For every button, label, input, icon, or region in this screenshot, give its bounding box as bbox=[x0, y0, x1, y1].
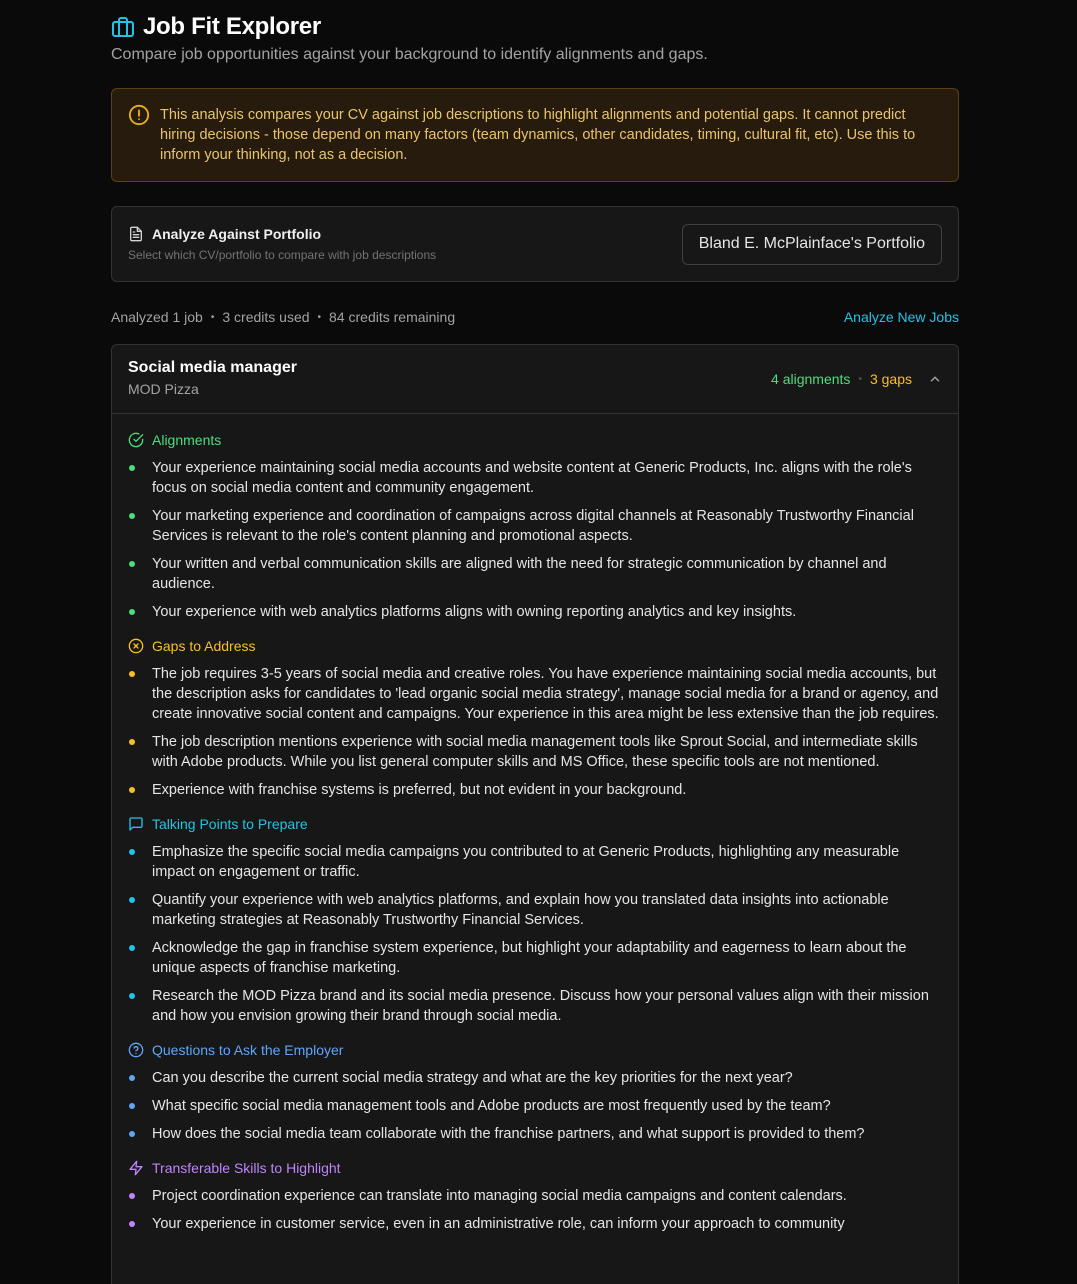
page-subtitle: Compare job opportunities against your background to identify alignments and gaps. bbox=[111, 46, 708, 63]
transferable-heading bbox=[128, 1158, 942, 1178]
transferable-list bbox=[128, 1186, 942, 1234]
list-item bbox=[128, 554, 942, 594]
bullet-dot bbox=[129, 1221, 135, 1227]
gaps-list bbox=[128, 664, 942, 800]
questions-heading bbox=[128, 1040, 942, 1060]
bullet-dot bbox=[129, 609, 135, 615]
portfolio-select[interactable] bbox=[682, 224, 942, 265]
separator-dot: • bbox=[858, 373, 862, 385]
bullet-dot bbox=[129, 561, 135, 567]
list-item-text: The job requires 3-5 years of social media and creative roles. You have experience maintaining social media accounts, but the description asks for candidates to 'lead organic social media strategy', manage social media for a brand or agency, and create innovative social content and campaigns. Your experience in this area might be less extensive than the job requires. bbox=[152, 666, 939, 722]
analyzed-count: Analyzed 1 job bbox=[111, 309, 203, 325]
portfolio-info bbox=[128, 226, 436, 262]
portfolio-selector-card bbox=[111, 206, 959, 282]
list-item-text: How does the social media team collaborate with the franchise partners, and what support is provided to them? bbox=[152, 1126, 865, 1142]
credits-remaining: 84 credits remaining bbox=[329, 309, 456, 325]
transferable-skills-section bbox=[128, 1158, 942, 1234]
job-result-card bbox=[111, 344, 959, 1284]
gaps-heading bbox=[128, 636, 942, 656]
portfolio-description: Select which CV/portfolio to compare with job descriptions bbox=[128, 248, 437, 262]
job-info bbox=[128, 359, 297, 397]
list-item bbox=[128, 506, 942, 546]
job-analysis-body bbox=[112, 414, 958, 1234]
list-item-text: Experience with franchise systems is preferred, but not evident in your background. bbox=[152, 782, 687, 798]
gaps-count: 3 gaps bbox=[869, 371, 912, 387]
list-item-text: Project coordination experience can translate into managing social media campaigns and content calendars. bbox=[152, 1188, 847, 1204]
list-item-text: Your experience in customer service, even in an administrative role, can inform your approach to community bbox=[152, 1216, 845, 1232]
bullet-dot bbox=[129, 993, 135, 999]
list-item-text: Your experience maintaining social media accounts and website content at Generic Products, Inc. aligns with the role's focus on social media content and community engagement. bbox=[152, 460, 912, 496]
briefcase-icon bbox=[111, 15, 135, 39]
list-item bbox=[128, 458, 942, 498]
help-circle-icon bbox=[128, 1042, 144, 1058]
list-item-text: Your written and verbal communication skills are aligned with the need for strategic communication by channel and audience. bbox=[152, 556, 887, 592]
check-circle-icon bbox=[128, 432, 144, 448]
job-fit-summary bbox=[771, 371, 942, 387]
bullet-dot bbox=[129, 945, 135, 951]
gaps-title: Gaps to Address bbox=[152, 638, 256, 654]
message-square-icon bbox=[128, 816, 144, 832]
list-item bbox=[128, 664, 942, 724]
bullet-dot bbox=[129, 1075, 135, 1081]
portfolio-select-value: Bland E. McPlainface's Portfolio bbox=[698, 235, 925, 252]
list-item-text: The job description mentions experience with social media management tools like Sprout Social, and intermediate skills with Adobe products. While you list general computer skills and MS Office, these specific tools are not mentioned. bbox=[152, 734, 918, 770]
job-card-header[interactable] bbox=[112, 345, 958, 414]
bullet-dot bbox=[129, 1131, 135, 1137]
gaps-section bbox=[128, 636, 942, 800]
transferable-title: Transferable Skills to Highlight bbox=[152, 1160, 341, 1176]
portfolio-heading bbox=[128, 226, 436, 242]
list-item-text: Your experience with web analytics platforms aligns with owning reporting analytics and key insights. bbox=[152, 604, 797, 620]
list-item-text: Can you describe the current social media strategy and what are the key priorities for the next year? bbox=[152, 1070, 793, 1086]
job-company: MOD Pizza bbox=[128, 381, 199, 397]
list-item-text: Emphasize the specific social media campaigns you contributed to at Generic Products, highlighting any measurable impact on engagement or traffic. bbox=[152, 844, 900, 880]
bullet-dot bbox=[129, 897, 135, 903]
page-header bbox=[111, 0, 959, 52]
separator-dot: • bbox=[210, 311, 215, 323]
list-item bbox=[128, 1068, 942, 1088]
bullet-dot bbox=[129, 513, 135, 519]
page-title: Job Fit Explorer bbox=[143, 13, 321, 40]
portfolio-heading-label: Analyze Against Portfolio bbox=[152, 226, 322, 242]
bullet-dot bbox=[129, 1193, 135, 1199]
list-item bbox=[128, 780, 942, 800]
talking-points-section bbox=[128, 814, 942, 1026]
list-item bbox=[128, 1214, 942, 1234]
questions-list bbox=[128, 1068, 942, 1144]
bullet-dot bbox=[129, 671, 135, 677]
list-item bbox=[128, 842, 942, 882]
list-item bbox=[128, 732, 942, 772]
disclaimer-text: This analysis compares your CV against job descriptions to highlight alignments and potential gaps. It cannot predict hiring decisions - those depend on many factors (team dynamics, other candidates, timing, cultural fit, etc). Use this to inform your thinking, not as a decision. bbox=[160, 107, 916, 163]
list-item-text: Quantify your experience with web analytics platforms, and explain how you translated data insights into actionable marketing strategies at Reasonably Trustworthy Financial Services. bbox=[152, 892, 889, 928]
chevron-up-icon[interactable] bbox=[928, 372, 942, 386]
usage-stats bbox=[111, 309, 455, 325]
credits-used: 3 credits used bbox=[222, 309, 310, 325]
bullet-dot bbox=[129, 1103, 135, 1109]
talking-points-title: Talking Points to Prepare bbox=[152, 816, 308, 832]
list-item bbox=[128, 890, 942, 930]
list-item bbox=[128, 938, 942, 978]
talking-points-heading bbox=[128, 814, 942, 834]
job-title: Social media manager bbox=[128, 359, 297, 376]
list-item bbox=[128, 1096, 942, 1116]
disclaimer-banner bbox=[111, 88, 959, 182]
alert-circle-icon bbox=[128, 104, 150, 126]
x-circle-icon bbox=[128, 638, 144, 654]
alignments-heading bbox=[128, 430, 942, 450]
list-item bbox=[128, 1124, 942, 1144]
alignments-section bbox=[128, 430, 942, 622]
list-item bbox=[128, 1186, 942, 1206]
bullet-dot bbox=[129, 849, 135, 855]
list-item-text: Acknowledge the gap in franchise system experience, but highlight your adaptability and eagerness to learn about the unique aspects of franchise marketing. bbox=[152, 940, 907, 976]
stats-row bbox=[111, 306, 959, 328]
alignments-count: 4 alignments bbox=[771, 371, 851, 387]
alignments-title: Alignments bbox=[152, 432, 222, 448]
bullet-dot bbox=[129, 465, 135, 471]
questions-title: Questions to Ask the Employer bbox=[152, 1042, 344, 1058]
list-item bbox=[128, 602, 942, 622]
file-text-icon bbox=[128, 226, 144, 242]
list-item-text: Research the MOD Pizza brand and its social media presence. Discuss how your personal values align with their mission and how you envision growing their brand through social media. bbox=[152, 988, 929, 1024]
zap-icon bbox=[128, 1160, 144, 1176]
list-item-text: Your marketing experience and coordination of campaigns across digital channels at Reasonably Trustworthy Financial Services is relevant to the role's content planning and promotional aspects. bbox=[152, 508, 914, 544]
bullet-dot bbox=[129, 739, 135, 745]
questions-section bbox=[128, 1040, 942, 1144]
list-item bbox=[128, 986, 942, 1026]
bullet-dot bbox=[129, 787, 135, 793]
analyze-new-jobs-link[interactable]: Analyze New Jobs bbox=[843, 309, 959, 325]
job-fit-explorer-page bbox=[111, 0, 959, 1284]
list-item-text: What specific social media management tools and Adobe products are most frequently used by the team? bbox=[152, 1098, 831, 1114]
talking-points-list bbox=[128, 842, 942, 1026]
alignments-list bbox=[128, 458, 942, 622]
separator-dot: • bbox=[317, 311, 322, 323]
